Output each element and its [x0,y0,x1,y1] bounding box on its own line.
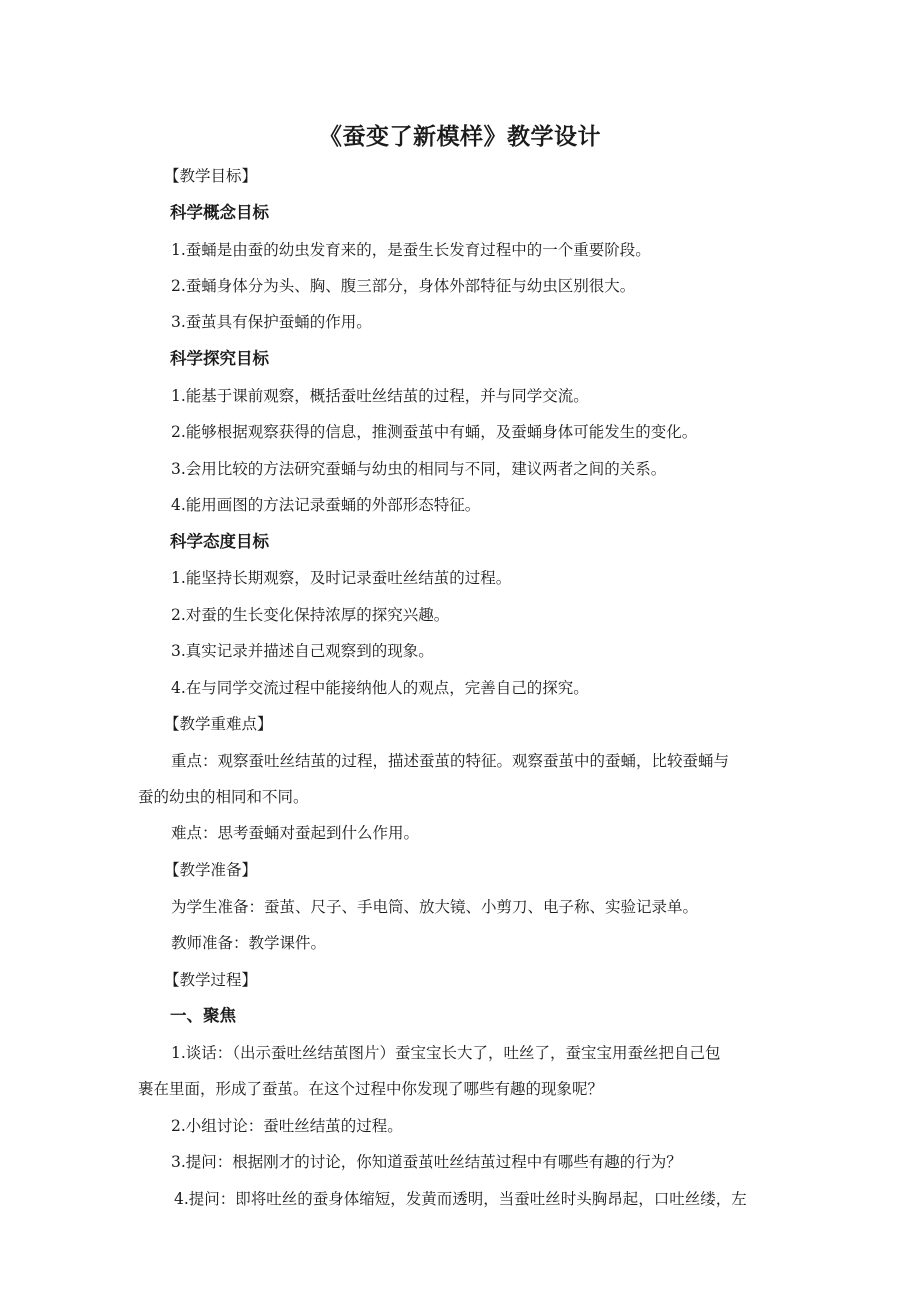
inquiry-item-1: 1.能基于课前观察，概括蚕吐丝结茧的过程，并与同学交流。 [171,387,589,405]
concept-item-1: 1.蚕蛹是由蚕的幼虫发育来的，是蚕生长发育过程中的一个重要阶段。 [171,241,651,259]
process-p1-line-1: 1.谈话：（出示蚕吐丝结茧图片）蚕宝宝长大了，吐丝了，蚕宝宝用蚕丝把自己包 [171,1044,721,1062]
process-p2: 2.小组讨论：蚕吐丝结茧的过程。 [171,1117,403,1135]
attitude-item-4: 4.在与同学交流过程中能接纳他人的观点，完善自己的探究。 [171,679,589,697]
concept-item-3: 3.蚕茧具有保护蚕蛹的作用。 [171,313,372,331]
inquiry-item-2: 2.能够根据观察获得的信息，推测蚕茧中有蛹，及蚕蛹身体可能发生的变化。 [171,423,698,441]
process-p3: 3.提问：根据刚才的讨论，你知道蚕茧吐丝结茧过程中有哪些有趣的行为？ [171,1153,682,1171]
section-focus-heading: 一、聚焦 [170,1006,236,1025]
attitude-item-2: 2.对蚕的生长变化保持浓厚的探究兴趣。 [171,606,450,624]
process-p1-line-2: 裹在里面，形成了蚕茧。在这个过程中你发现了哪些有趣的现象呢？ [138,1080,604,1098]
student-preparation: 为学生准备：蚕茧、尺子、手电筒、放大镜、小剪刀、电子称、实验记录单。 [171,898,699,916]
concept-item-2: 2.蚕蛹身体分为头、胸、腹三部分，身体外部特征与幼虫区别很大。 [171,277,636,295]
key-point-line-2: 蚕的幼虫的相同和不同。 [138,788,309,806]
inquiry-item-4: 4.能用画图的方法记录蚕蛹的外部形态特征。 [171,496,481,514]
document-title: 《蚕变了新模样》教学设计 [319,124,601,150]
attitude-item-1: 1.能坚持长期观察，及时记录蚕吐丝结茧的过程。 [171,569,512,587]
key-point-line-1: 重点：观察蚕吐丝结茧的过程，描述蚕茧的特征。观察蚕茧中的蚕蛹，比较蚕蛹与 [171,752,730,770]
attitude-item-3: 3.真实记录并描述自己观察到的现象。 [171,642,434,660]
inquiry-heading: 科学探究目标 [170,349,269,368]
concept-heading: 科学概念目标 [170,203,269,222]
attitude-heading: 科学态度目标 [170,532,269,551]
preparation-heading: 【教学准备】 [164,861,258,879]
teacher-preparation: 教师准备：教学课件。 [171,934,327,952]
process-p4: 4.提问：即将吐丝的蚕身体缩短，发黄而透明，当蚕吐丝时头胸昂起，口吐丝缕，左 [174,1190,747,1208]
difficulty-line: 难点：思考蚕蛹对蚕起到什么作用。 [171,824,420,842]
key-points-heading: 【教学重难点】 [164,715,273,733]
objectives-heading: 【教学目标】 [164,167,258,185]
process-heading: 【教学过程】 [164,971,258,989]
inquiry-item-3: 3.会用比较的方法研究蚕蛹与幼虫的相同与不同，建议两者之间的关系。 [171,460,667,478]
